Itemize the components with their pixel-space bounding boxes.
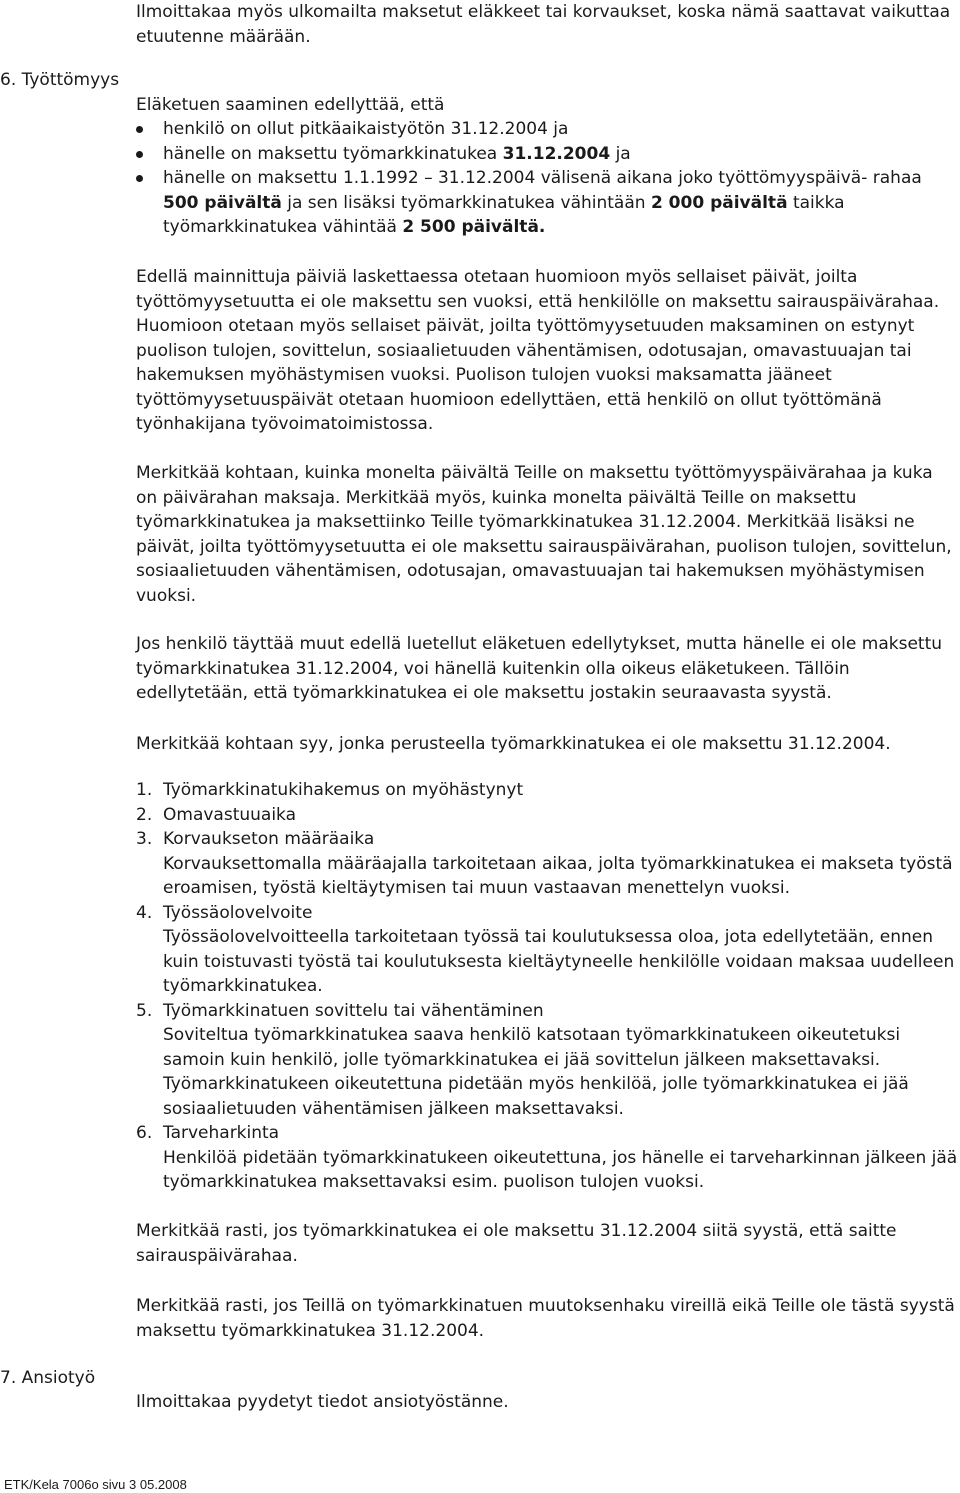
page-footer: ETK/Kela 7006o sivu 3 05.2008 [4,1477,187,1492]
reason-item: 1. Työmarkkinatukihakemus on myöhästynyt [136,780,524,800]
requirement-item: hänelle on maksettu työmarkkinatukea 31.12.2004 ja [136,142,958,167]
requirements-list [136,117,958,240]
requirement-item: henkilö on ollut pitkäaikaistyötön 31.12.2004 ja [136,117,958,142]
intro-text: Ilmoittakaa myös ulkomailta maksetut eläkkeet tai korvaukset, koska nämä saattavat vaikuttaa etuutenne määrään. [136,2,951,47]
paragraph-exception: Jos henkilö täyttää muut edellä luetellut eläketuen edellytykset, mutta hänelle ei ole maksettu työmarkkinatukea 31.12.2004, voi hänellä kuitenkin olla oikeus eläketukeen. Tällöin edellytetään, että työmarkkinatukea ei ole maksettu jostakin seuraavasta syystä. [136,634,943,703]
reasons-list [136,778,958,1195]
reason-description: Korvauksettomalla määräajalla tarkoitetaan aikaa, jolta työmarkkinatukea ei makseta työstä eroamisen, työstä kieltäytymisen tai muun vastaavan menettelyn vuoksi. [163,853,953,898]
reason-item: 6. Tarveharkinta Henkilöä pidetään työmarkkinatukeen oikeutettuna, jos hänelle ei tarveharkinnan jälkeen jää työmarkkinatukea maksettavaksi esim. puolison tulojen vuoksi. [136,1121,958,1195]
reason-description: Työssäolovelvoitteella tarkoitetaan työssä tai koulutuksessa oloa, jota edellytetään, ennen kuin toistuvasti työstä tai koulutuksesta kieltäytyneelle henkilölle voidaan maksaa uudelleen työmarkkinatukea. [163,927,955,996]
paragraph-days-counted: Edellä mainnittuja päiviä laskettaessa otetaan huomioon myös sellaiset päivät, joilta työttömyysetuutta ei ole maksettu sen vuoksi, että henkilölle on maksettu sairauspäivärahaa. Huomioon otetaan myös sellaiset päivät, joilta työttömyysetuuden maksaminen on estynyt puolison tulojen, sovittelun, sosiaalietuuden vähentämisen, odotusajan, omavastuuajan tai hakemuksen myöhästymisen vuoksi. Puolison tulojen vuoksi maksamatta jääneet työttömyysetuuspäivät otetaan huomioon edellyttäen, että henkilö on ollut työttömänä työnhakijana työvoimatoimistossa. [136,267,940,434]
requirement-item: hänelle on maksettu 1.1.1992 – 31.12.2004 välisenä aikana joko työttömyyspäivä- rahaa 500 päivältä ja sen lisäksi työmarkkinatukea vähintään 2 000 päivältä taikka työmarkkinatukea vähintää 2 500 päivältä. [136,166,958,240]
paragraph-mark-days: Merkitkää kohtaan, kuinka monelta päivältä Teille on maksettu työttömyyspäivärahaa ja kuka on päivärahan maksaja. Merkitkää myös, kuinka monelta päivältä Teille on maksettu työmarkkinatukea ja maksettiinko Teille työmarkkinatukea 31.12.2004. Merkitkää lisäksi ne päivät, joilta työttömyysetuutta ei ole maksettu sairauspäivärahan, puolison tulojen, sovittelun, sosiaalietuuden vähentämisen, odotusajan, omavastuuajan tai hakemuksen myöhästymisen vuoksi. [136,463,952,606]
section-6-title: 6. Työttömyys [0,70,120,90]
section-6-lead: Eläketuen saaminen edellyttää, että [136,95,445,115]
section-7-title: 7. Ansiotyö [0,1368,96,1388]
reason-item: 2. Omavastuuaika [136,804,297,825]
section-7-text: Ilmoittakaa pyydetyt tiedot ansiotyöstänne. [136,1392,509,1412]
reason-description: Soviteltua työmarkkinatukea saava henkilö katsotaan työmarkkinatukeen oikeutetuksi samoin kuin henkilö, jolle työmarkkinatukea ei jää sovittelun jälkeen maksettavaksi. Työmarkkinatukeen oikeutettuna pidetään myös henkilöä, jolle työmarkkinatukea ei jää sosiaalietuuden vähentämisen jälkeen maksettavaksi. [163,1025,909,1119]
paragraph-appeal: Merkitkää rasti, jos Teillä on työmarkkinatuen muutoksenhaku vireillä eikä Teille ole tästä syystä maksettu työmarkkinatukea 31.12.2004. [136,1296,955,1341]
reason-item: 4. Työssäolovelvoite Työssäolovelvoitteella tarkoitetaan työssä tai koulutuksessa oloa, jota edellytetään, ennen kuin toistuvasti työstä tai koulutuksesta kieltäytyneelle henkilölle voidaan maksaa uudelleen työmarkkinatukea. [136,901,958,999]
paragraph-mark-reason: Merkitkää kohtaan syy, jonka perusteella työmarkkinatukea ei ole maksettu 31.12.2004. [136,734,891,754]
reason-item: 3. Korvaukseton määräaika Korvauksettomalla määräajalla tarkoitetaan aikaa, jolta työmarkkinatukea ei makseta työstä eroamisen, työstä kieltäytymisen tai muun vastaavan menettelyn vuoksi. [136,827,958,901]
reason-item: 5. Työmarkkinatuen sovittelu tai vähentäminen Soviteltua työmarkkinatukea saava henkilö katsotaan työmarkkinatukeen oikeutetuksi samoin kuin henkilö, jolle työmarkkinatukea ei jää sovittelun jälkeen maksettavaksi. Työmarkkinatukeen oikeutettuna pidetään myös henkilöä, jolle työmarkkinatukea ei jää sosiaalietuuden vähentämisen jälkeen maksettavaksi. [136,999,958,1122]
reason-description: Henkilöä pidetään työmarkkinatukeen oikeutettuna, jos hänelle ei tarveharkinnan jälkeen jää työmarkkinatukea maksettavaksi esim. puolison tulojen vuoksi. [163,1147,958,1192]
paragraph-sickness-allowance: Merkitkää rasti, jos työmarkkinatukea ei ole maksettu 31.12.2004 siitä syystä, että saitte sairauspäivärahaa. [136,1221,897,1266]
